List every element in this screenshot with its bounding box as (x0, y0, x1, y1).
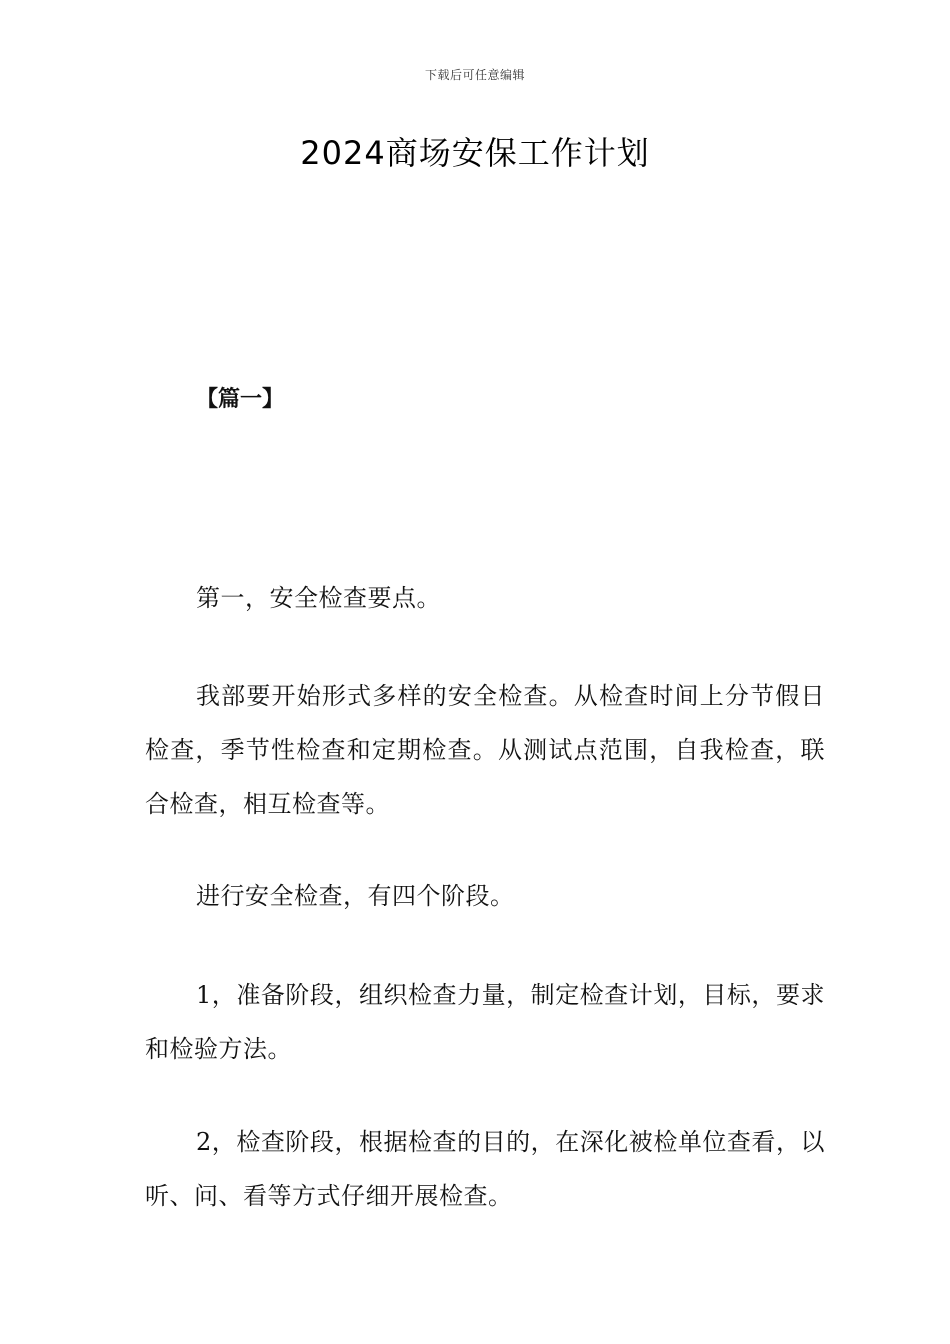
document-title: 2024商场安保工作计划 (300, 134, 650, 172)
paragraph: 第一，安全检查要点。 (196, 584, 441, 612)
paragraph: 我部要开始形式多样的安全检查。从检查时间上分节假日检查，季节性检查和定期检查。从测试点范围，自我检查，联合检查，相互检查等。 (145, 682, 825, 818)
paragraph: 进行安全检查，有四个阶段。 (196, 882, 515, 910)
paragraph: 1，准备阶段，组织检查力量，制定检查计划，目标，要求和检验方法。 (145, 981, 825, 1063)
header-note: 下载后可任意编辑 (424, 68, 525, 82)
section-label: 【篇一】 (196, 386, 285, 412)
paragraph: 2，检查阶段，根据检查的目的，在深化被检单位查看，以听、问、看等方式仔细开展检查。 (145, 1128, 825, 1210)
